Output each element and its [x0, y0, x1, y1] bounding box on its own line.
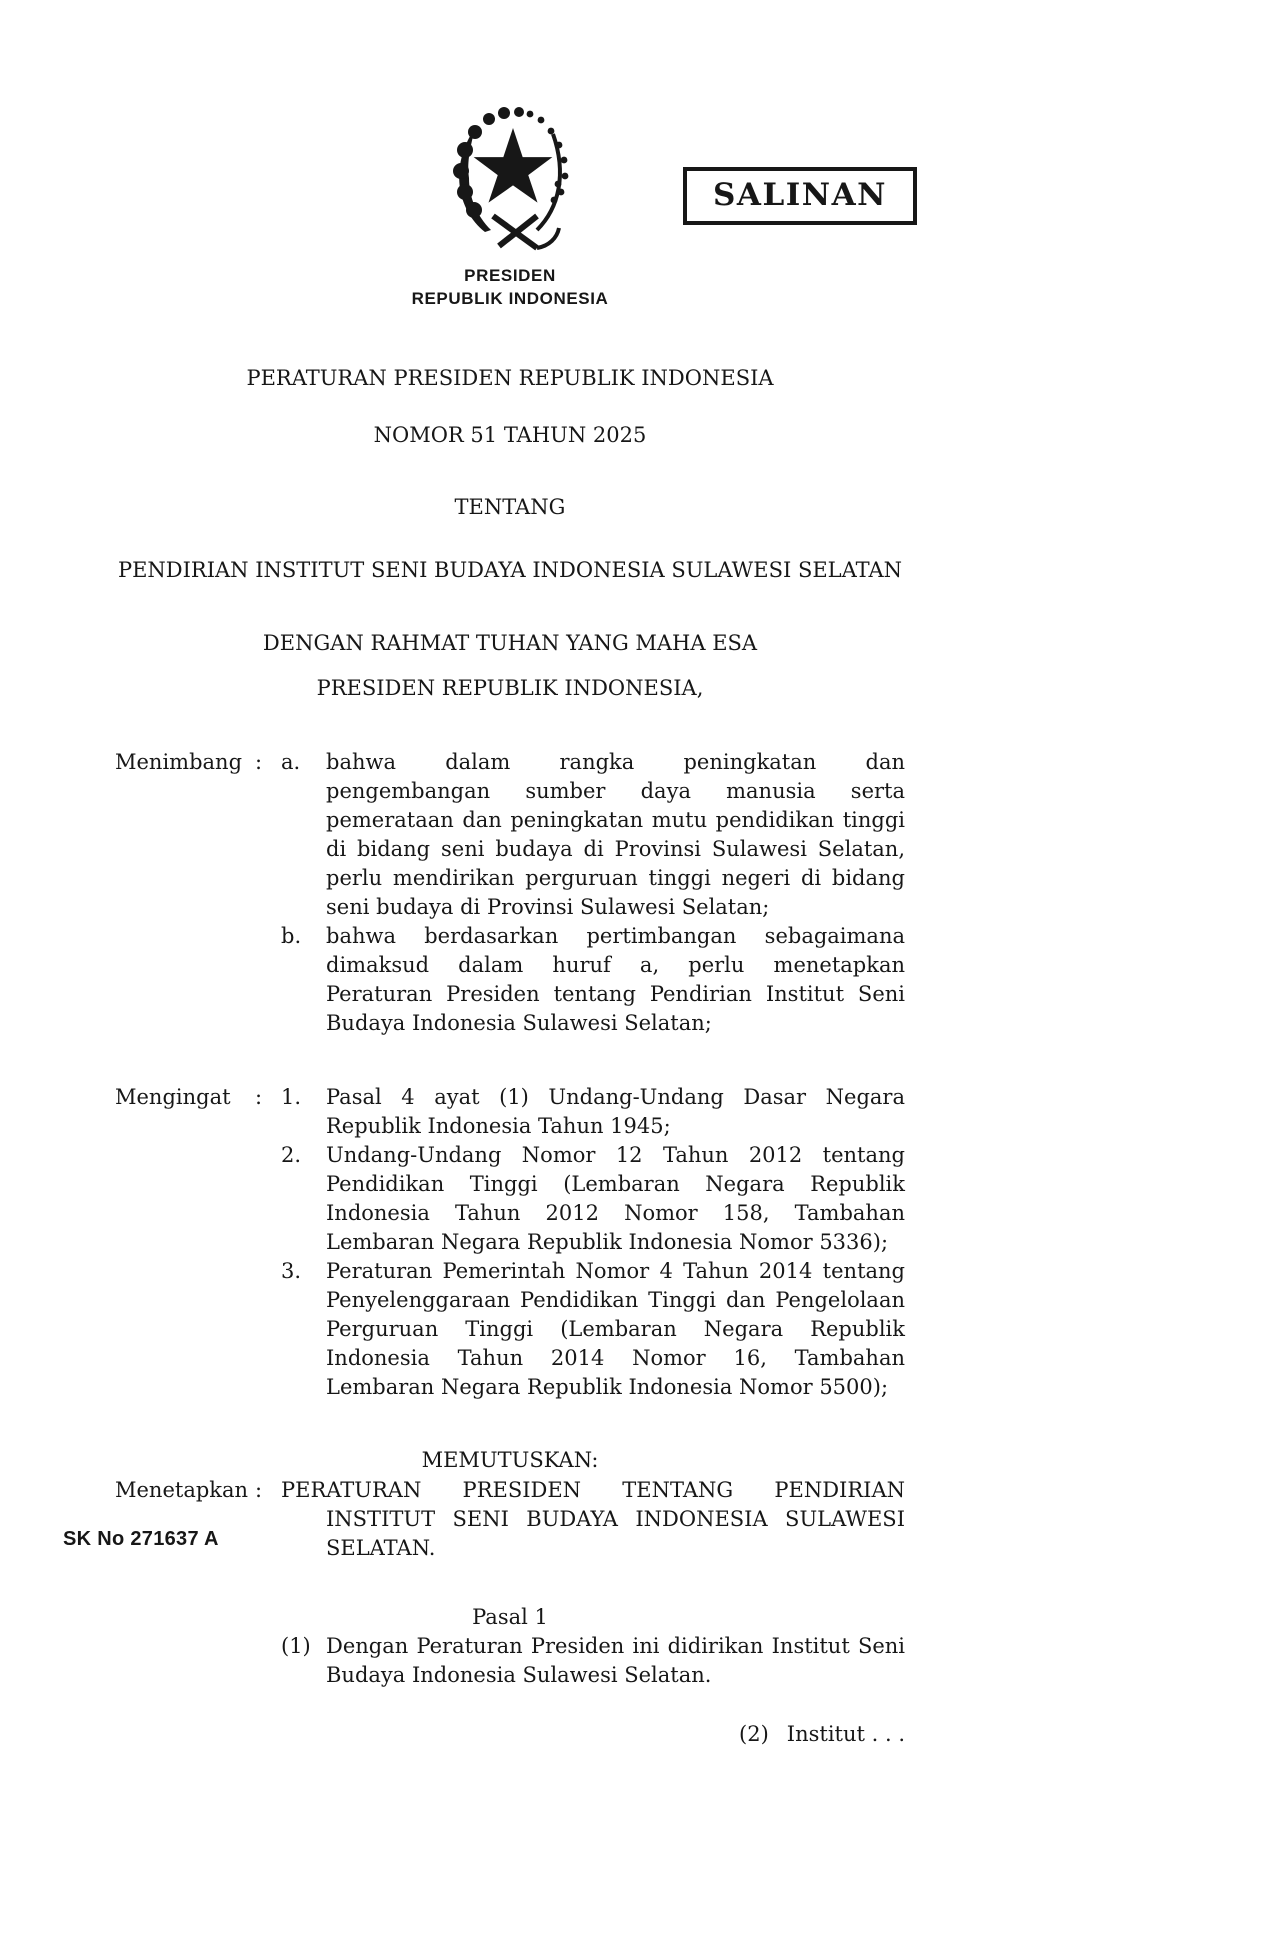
menetapkan-text: PERATURAN PRESIDEN TENTANG PENDIRIAN INSTITUT SENI BUDAYA INDONESIA SULAWESI SELATAN. — [281, 1478, 905, 1560]
list-item — [281, 1632, 905, 1690]
pasal-1-heading: Pasal 1 — [472, 1605, 548, 1629]
title-nomor: NOMOR 51 TAHUN 2025 — [373, 423, 647, 447]
item-text: Dengan Peraturan Presiden ini didirikan Institut Seni Budaya Indonesia Sulawesi Selatan. — [326, 1634, 905, 1687]
item-text: bahwa dalam rangka peningkatan dan pengembangan sumber daya manusia serta pemerataan dan peningkatan mutu pendidikan tinggi di bidang seni budaya di Provinsi Sulawesi Selatan, perlu mendirikan perguruan tinggi negeri di bidang seni budaya di Provinsi Sulawesi Selatan; — [326, 750, 905, 919]
catchword-marker: (2) — [739, 1722, 769, 1746]
catchword — [115, 1720, 905, 1749]
item-text: Pasal 4 ayat (1) Undang-Undang Dasar Negara Republik Indonesia Tahun 1945; — [326, 1085, 905, 1138]
document-column — [115, 0, 905, 1749]
title-rahmat: DENGAN RAHMAT TUHAN YANG MAHA ESA — [262, 631, 758, 655]
memutuskan-heading: MEMUTUSKAN: — [421, 1448, 599, 1472]
title-block — [115, 364, 905, 703]
item-marker: (1) — [281, 1634, 311, 1658]
menetapkan-label: Menetapkan — [115, 1478, 249, 1502]
item-marker: b. — [281, 924, 302, 948]
item-text: Peraturan Pemerintah Nomor 4 Tahun 2014 tentang Penyelenggaraan Pendidikan Tinggi dan Pengelolaan Perguruan Tinggi (Lembaran Negara Republik Indonesia Tahun 2014 Nomor 16, Tambahan Lembaran Negara Republik Indonesia Nomor 5500); — [326, 1259, 905, 1399]
letterhead-republik-indonesia: REPUBLIK INDONESIA — [411, 289, 609, 308]
item-marker: 1. — [281, 1085, 302, 1109]
catchword-text: Institut . . . — [786, 1722, 905, 1746]
list-item — [281, 748, 905, 922]
list-item — [281, 1083, 905, 1141]
item-marker: 3. — [281, 1259, 302, 1283]
item-text: bahwa berdasarkan pertimbangan sebagaimana dimaksud dalam huruf a, perlu menetapkan Peraturan Presiden tentang Pendirian Institut Seni Budaya Indonesia Sulawesi Selatan; — [326, 924, 905, 1035]
item-marker: 2. — [281, 1143, 302, 1167]
emblem-container — [115, 104, 905, 252]
title-peraturan: PERATURAN PRESIDEN REPUBLIK INDONESIA — [246, 366, 774, 390]
menetapkan-clause — [115, 1476, 905, 1563]
title-tentang: TENTANG — [454, 495, 566, 519]
item-text: Undang-Undang Nomor 12 Tahun 2012 tentang Pendidikan Tinggi (Lembaran Negara Republik Indonesia Tahun 2012 Nomor 158, Tambahan Lembaran Negara Republik Indonesia Nomor 5336); — [326, 1143, 905, 1254]
letterhead — [115, 264, 905, 310]
letterhead-presiden: PRESIDEN — [464, 266, 556, 285]
mengingat-clause — [115, 1083, 905, 1402]
menimbang-label: Menimbang — [115, 750, 243, 774]
menimbang-colon: : — [255, 750, 263, 774]
title-presiden-ri: PRESIDEN REPUBLIK INDONESIA, — [316, 676, 704, 700]
menetapkan-colon: : — [255, 1478, 263, 1502]
mengingat-label: Mengingat — [115, 1085, 231, 1109]
mengingat-items — [281, 1083, 905, 1402]
sk-number: SK No 271637 A — [63, 1528, 219, 1550]
list-item — [281, 1257, 905, 1402]
menimbang-items — [281, 748, 905, 1038]
salinan-label: SALINAN — [713, 177, 887, 213]
title-subject: PENDIRIAN INSTITUT SENI BUDAYA INDONESIA SULAWESI SELATAN — [117, 558, 903, 582]
list-item — [281, 1141, 905, 1257]
presidential-seal-icon — [441, 104, 579, 252]
list-item — [281, 922, 905, 1038]
mengingat-colon: : — [255, 1085, 263, 1109]
pasal-1-body — [281, 1632, 905, 1690]
menimbang-clause — [115, 748, 905, 1038]
item-marker: a. — [281, 750, 301, 774]
